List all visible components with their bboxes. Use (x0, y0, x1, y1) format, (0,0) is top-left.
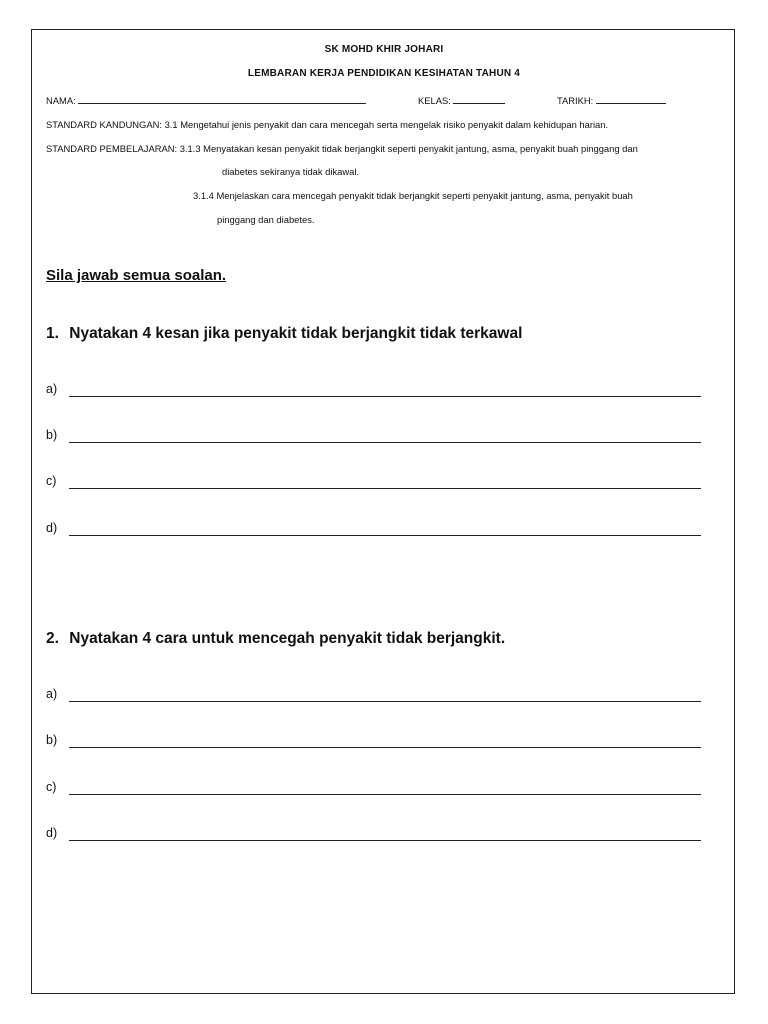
standard-pembelajaran-line3: 3.1.4 Menjelaskan cara mencegah penyakit tidak berjangkit seperti penyakit jantung, asma, penyakit buah (193, 190, 633, 201)
tarikh-blank[interactable] (596, 94, 666, 104)
worksheet-title: LEMBARAN KERJA PENDIDIKAN KESIHATAN TAHUN 4 (247, 68, 521, 79)
instruction: Sila jawab semua soalan. (46, 267, 227, 284)
q1-answer-a-label: a) (46, 382, 58, 396)
q1-answer-d-label: d) (46, 521, 58, 535)
question-2 (46, 630, 505, 648)
q1-answer-c-label: c) (46, 474, 57, 488)
standard-kandungan: STANDARD KANDUNGAN: 3.1 Mengetahui jenis penyakit dan cara mencegah serta mengelak risiko penyakit dalam kehidupan harian. (46, 119, 609, 130)
q2-answer-c-label: c) (46, 780, 57, 794)
standard-pembelajaran-line2: diabetes sekiranya tidak dikawal. (222, 166, 360, 177)
standard-pembelajaran-line4: pinggang dan diabetes. (217, 214, 315, 225)
q2-answer-a-label: a) (46, 687, 58, 701)
q2-answer-a-line[interactable] (69, 701, 701, 702)
q2-answer-b-line[interactable] (69, 747, 701, 748)
q1-answer-c-line[interactable] (69, 488, 701, 489)
standard-pembelajaran-line1: STANDARD PEMBELAJARAN: 3.1.3 Menyatakan kesan penyakit tidak berjangkit seperti penyakit jantung, asma, penyakit buah pinggang dan (46, 143, 638, 154)
kelas-label: KELAS: (418, 95, 451, 106)
nama-blank[interactable] (78, 94, 366, 104)
nama-label: NAMA: (46, 95, 76, 106)
question-1-number: 1. (46, 325, 59, 342)
q1-answer-a-line[interactable] (69, 396, 701, 397)
nama-field (46, 94, 366, 106)
q2-answer-b-label: b) (46, 733, 58, 747)
q2-answer-d-line[interactable] (69, 840, 701, 841)
q2-answer-d-label: d) (46, 826, 58, 840)
question-1-text: Nyatakan 4 kesan jika penyakit tidak berjangkit tidak terkawal (69, 325, 523, 342)
school-name: SK MOHD KHIR JOHARI (324, 44, 444, 55)
question-1 (46, 325, 522, 343)
q1-answer-b-label: b) (46, 428, 58, 442)
question-2-number: 2. (46, 630, 59, 647)
kelas-field (418, 94, 505, 106)
tarikh-field (557, 94, 666, 106)
q1-answer-b-line[interactable] (69, 442, 701, 443)
tarikh-label: TARIKH: (557, 95, 594, 106)
worksheet-border (31, 29, 735, 994)
q1-answer-d-line[interactable] (69, 535, 701, 536)
kelas-blank[interactable] (453, 94, 505, 104)
question-2-text: Nyatakan 4 cara untuk mencegah penyakit tidak berjangkit. (69, 630, 506, 647)
q2-answer-c-line[interactable] (69, 794, 701, 795)
